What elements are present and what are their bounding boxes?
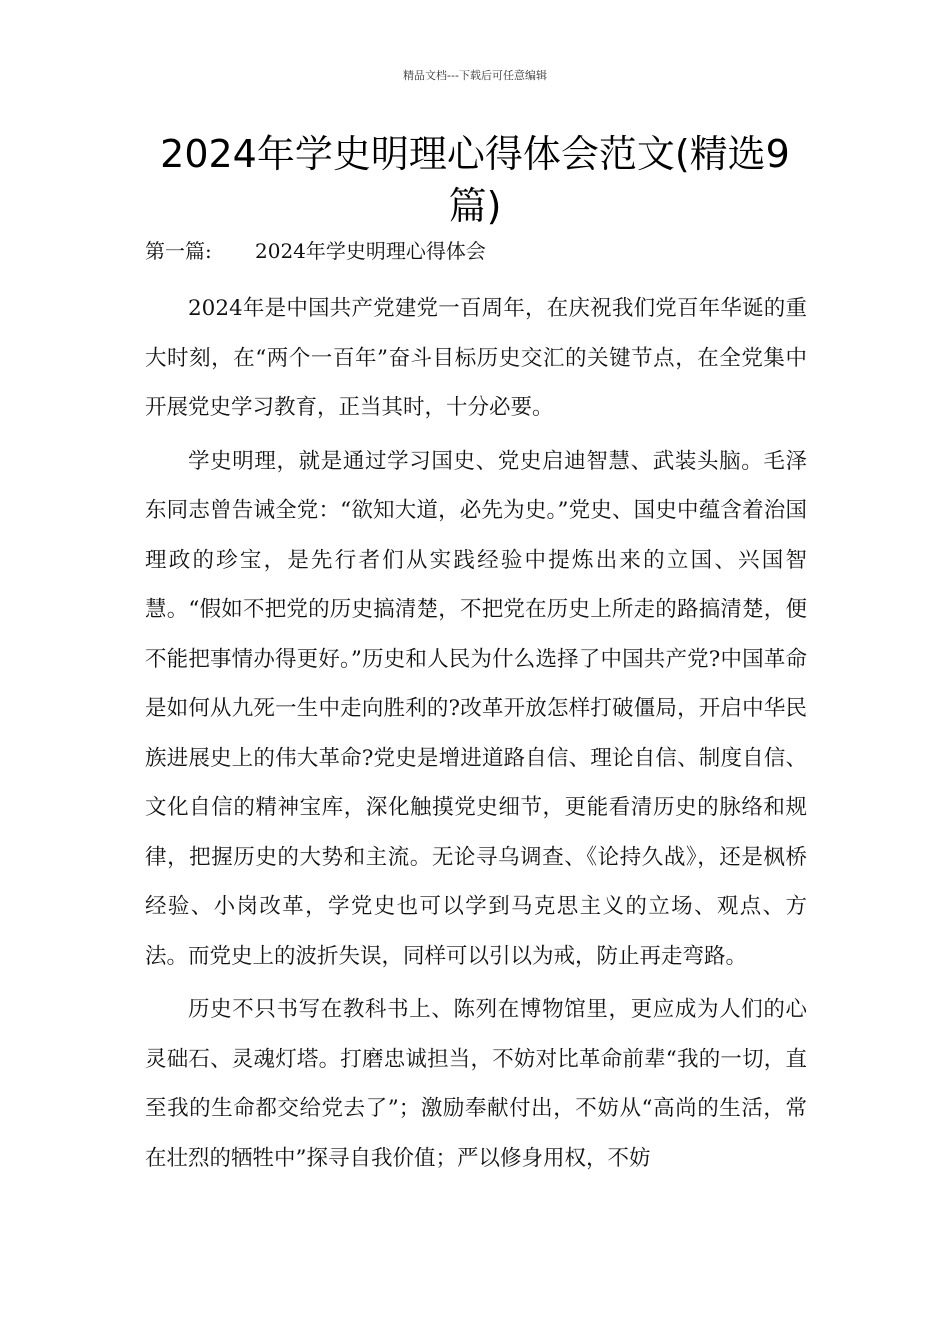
- section-heading: [145, 236, 486, 266]
- paragraph: 2024年是中国共产党建党一百周年，在庆祝我们党百年华诞的重大时刻，在“两个一百年”奋斗目标历史交汇的关键节点，在全党集中开展党史学习教育，正当其时，十分必要。: [145, 296, 807, 420]
- body-text: [145, 284, 807, 1183]
- document-title: 2024年学史明理心得体会范文(精选9篇): [160, 132, 790, 228]
- paragraph: 学史明理，就是通过学习国史、党史启迪智慧、武装头脑。毛泽东同志曾告诫全党：“欲知大道，必先为史。”党史、国史中蕴含着治国理政的珍宝，是先行者们从实践经验中提炼出来的立国、兴国智慧。“假如不把党的历史搞清楚，不把党在历史上所走的路搞清楚，便不能把事情办得更好。”历史和人民为什么选择了中国共产党?中国革命是如何从九死一生中走向胜利的?改革开放怎样打破僵局，开启中华民族进展史上的伟大革命?党史是增进道路自信、理论自信、制度自信、文化自信的精神宝库，深化触摸党史细节，更能看清历史的脉络和规律，把握历史的大势和主流。无论寻乌调查、《论持久战》，还是枫桥经验、小岗改革，学党史也可以学到马克思主义的立场、观点、方法。而党史上的波折失误，同样可以引以为戒，防止再走弯路。: [145, 448, 807, 969]
- page-header: 精品文档---下载后可任意编辑: [403, 69, 547, 82]
- paragraph: 历史不只书写在教科书上、陈列在博物馆里，更应成为人们的心灵础石、灵魂灯塔。打磨忠诚担当，不妨对比革命前辈“我的一切，直至我的生命都交给党去了”；激励奉献付出，不妨从“高尚的生活，常在壮烈的牺牲中”探寻自我价值；严以修身用权，不妨: [145, 997, 807, 1171]
- section-title: 2024年学史明理心得体会: [255, 239, 486, 263]
- section-label: 第一篇:: [145, 239, 212, 263]
